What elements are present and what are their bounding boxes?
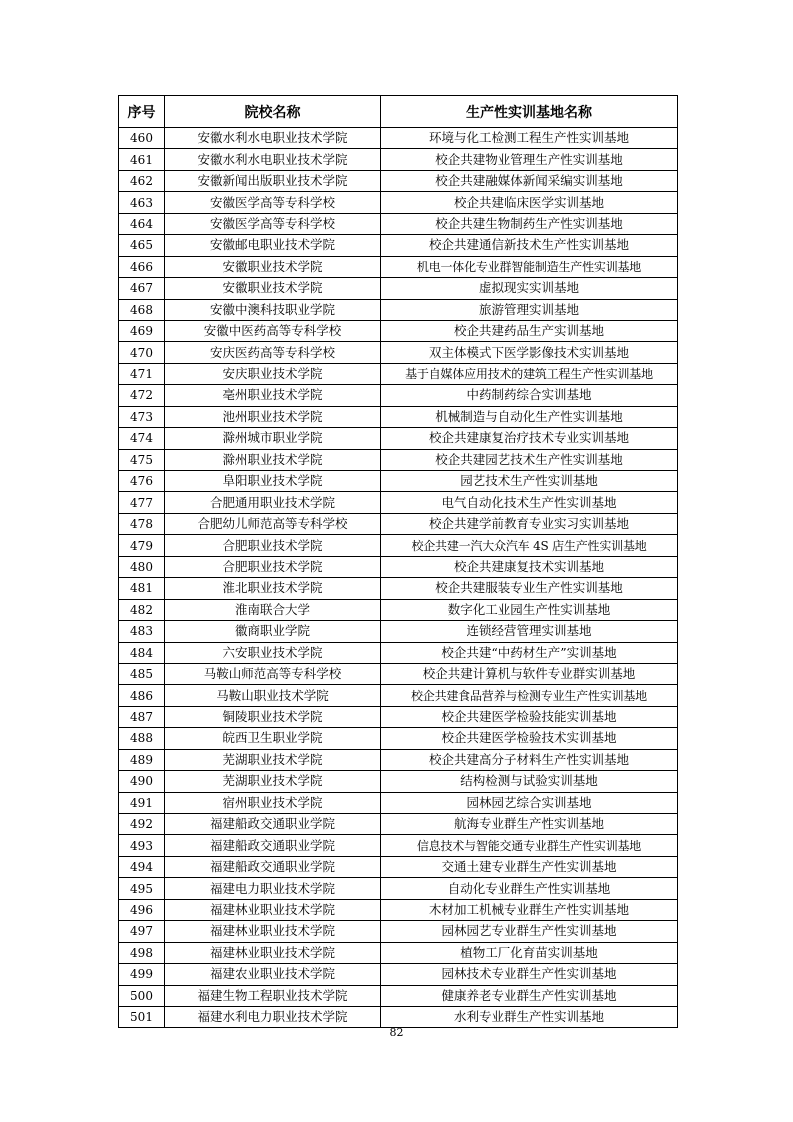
- cell-college-name: 徽商职业学院: [165, 621, 381, 642]
- cell-training-base-name: 校企共建通信新技术生产性实训基地: [381, 235, 678, 256]
- cell-training-base-name: 机电一体化专业群智能制造生产性实训基地: [381, 256, 678, 277]
- table-row: [119, 814, 678, 835]
- cell-training-base-name: 校企共建园艺技术生产性实训基地: [381, 449, 678, 470]
- cell-training-base-name: 校企共建服装专业生产性实训基地: [381, 578, 678, 599]
- header-training-base-name: 生产性实训基地名称: [381, 96, 678, 128]
- cell-serial-number: 474: [119, 428, 165, 449]
- cell-serial-number: 491: [119, 792, 165, 813]
- cell-serial-number: 497: [119, 921, 165, 942]
- table-row: [119, 320, 678, 341]
- table-row: [119, 406, 678, 427]
- cell-serial-number: 486: [119, 685, 165, 706]
- table-row: [119, 428, 678, 449]
- cell-college-name: 安徽医学高等专科学校: [165, 192, 381, 213]
- cell-serial-number: 495: [119, 878, 165, 899]
- cell-training-base-name: 校企共建康复治疗技术专业实训基地: [381, 428, 678, 449]
- cell-college-name: 皖西卫生职业学院: [165, 728, 381, 749]
- cell-serial-number: 487: [119, 706, 165, 727]
- cell-college-name: 安徽医学高等专科学校: [165, 213, 381, 234]
- cell-training-base-name: 信息技术与智能交通专业群生产性实训基地: [381, 835, 678, 856]
- header-serial-number: 序号: [119, 96, 165, 128]
- table-row: [119, 599, 678, 620]
- cell-college-name: 安徽职业技术学院: [165, 256, 381, 277]
- cell-college-name: 安徽职业技术学院: [165, 278, 381, 299]
- cell-serial-number: 494: [119, 856, 165, 877]
- cell-serial-number: 499: [119, 964, 165, 985]
- cell-serial-number: 461: [119, 149, 165, 170]
- cell-serial-number: 482: [119, 599, 165, 620]
- table-row: [119, 578, 678, 599]
- table-row: [119, 642, 678, 663]
- table-row: [119, 363, 678, 384]
- cell-training-base-name: 基于自媒体应用技术的建筑工程生产性实训基地: [381, 363, 678, 384]
- cell-college-name: 福建船政交通职业学院: [165, 856, 381, 877]
- table-row: [119, 513, 678, 534]
- cell-serial-number: 465: [119, 235, 165, 256]
- cell-serial-number: 480: [119, 556, 165, 577]
- cell-serial-number: 490: [119, 771, 165, 792]
- cell-college-name: 福建生物工程职业技术学院: [165, 985, 381, 1006]
- cell-training-base-name: 中药制药综合实训基地: [381, 385, 678, 406]
- cell-serial-number: 488: [119, 728, 165, 749]
- table-row: [119, 621, 678, 642]
- cell-serial-number: 477: [119, 492, 165, 513]
- table-body: [119, 128, 678, 1028]
- cell-college-name: 淮南联合大学: [165, 599, 381, 620]
- cell-college-name: 合肥职业技术学院: [165, 535, 381, 556]
- cell-serial-number: 479: [119, 535, 165, 556]
- table-row: [119, 706, 678, 727]
- table-row: [119, 535, 678, 556]
- table-row: [119, 942, 678, 963]
- table-row: [119, 299, 678, 320]
- cell-serial-number: 484: [119, 642, 165, 663]
- table-row: [119, 471, 678, 492]
- table-row: [119, 1006, 678, 1027]
- cell-serial-number: 481: [119, 578, 165, 599]
- cell-training-base-name: 电气自动化技术生产性实训基地: [381, 492, 678, 513]
- cell-training-base-name: 交通土建专业群生产性实训基地: [381, 856, 678, 877]
- table-row: [119, 964, 678, 985]
- cell-serial-number: 501: [119, 1006, 165, 1027]
- cell-training-base-name: 校企共建康复技术实训基地: [381, 556, 678, 577]
- cell-serial-number: 463: [119, 192, 165, 213]
- cell-serial-number: 496: [119, 899, 165, 920]
- table-row: [119, 192, 678, 213]
- cell-training-base-name: 旅游管理实训基地: [381, 299, 678, 320]
- table-row: [119, 128, 678, 149]
- table-header-row: [119, 96, 678, 128]
- cell-college-name: 宿州职业技术学院: [165, 792, 381, 813]
- cell-college-name: 福建林业职业技术学院: [165, 899, 381, 920]
- cell-college-name: 安徽邮电职业技术学院: [165, 235, 381, 256]
- table-row: [119, 921, 678, 942]
- cell-training-base-name: 航海专业群生产性实训基地: [381, 814, 678, 835]
- cell-training-base-name: 校企共建医学检验技能实训基地: [381, 706, 678, 727]
- cell-serial-number: 472: [119, 385, 165, 406]
- cell-serial-number: 478: [119, 513, 165, 534]
- cell-training-base-name: 校企共建学前教育专业实习实训基地: [381, 513, 678, 534]
- cell-serial-number: 468: [119, 299, 165, 320]
- table-row: [119, 985, 678, 1006]
- cell-serial-number: 469: [119, 320, 165, 341]
- cell-serial-number: 473: [119, 406, 165, 427]
- cell-training-base-name: 园林园艺专业群生产性实训基地: [381, 921, 678, 942]
- cell-training-base-name: 校企共建食品营养与检测专业生产性实训基地: [381, 685, 678, 706]
- cell-college-name: 福建船政交通职业学院: [165, 835, 381, 856]
- cell-college-name: 福建船政交通职业学院: [165, 814, 381, 835]
- cell-serial-number: 492: [119, 814, 165, 835]
- table-row: [119, 856, 678, 877]
- cell-college-name: 芜湖职业技术学院: [165, 749, 381, 770]
- cell-college-name: 安徽中医药高等专科学校: [165, 320, 381, 341]
- cell-training-base-name: 水利专业群生产性实训基地: [381, 1006, 678, 1027]
- cell-training-base-name: 自动化专业群生产性实训基地: [381, 878, 678, 899]
- cell-college-name: 芜湖职业技术学院: [165, 771, 381, 792]
- cell-college-name: 福建电力职业技术学院: [165, 878, 381, 899]
- table-row: [119, 256, 678, 277]
- cell-serial-number: 464: [119, 213, 165, 234]
- table-row: [119, 749, 678, 770]
- table-row: [119, 170, 678, 191]
- table-row: [119, 213, 678, 234]
- cell-college-name: 福建水利电力职业技术学院: [165, 1006, 381, 1027]
- cell-college-name: 阜阳职业技术学院: [165, 471, 381, 492]
- cell-serial-number: 462: [119, 170, 165, 191]
- table-row: [119, 149, 678, 170]
- cell-college-name: 合肥幼儿师范高等专科学校: [165, 513, 381, 534]
- cell-training-base-name: 双主体模式下医学影像技术实训基地: [381, 342, 678, 363]
- table-row: [119, 278, 678, 299]
- cell-college-name: 铜陵职业技术学院: [165, 706, 381, 727]
- cell-training-base-name: 健康养老专业群生产性实训基地: [381, 985, 678, 1006]
- cell-college-name: 亳州职业技术学院: [165, 385, 381, 406]
- table-row: [119, 685, 678, 706]
- table-row: [119, 342, 678, 363]
- cell-training-base-name: 校企共建生物制药生产性实训基地: [381, 213, 678, 234]
- cell-training-base-name: 校企共建计算机与软件专业群实训基地: [381, 663, 678, 684]
- cell-training-base-name: 校企共建融媒体新闻采编实训基地: [381, 170, 678, 191]
- cell-training-base-name: 木材加工机械专业群生产性实训基地: [381, 899, 678, 920]
- cell-college-name: 安庆医药高等专科学校: [165, 342, 381, 363]
- cell-serial-number: 498: [119, 942, 165, 963]
- cell-college-name: 福建林业职业技术学院: [165, 921, 381, 942]
- cell-serial-number: 483: [119, 621, 165, 642]
- cell-college-name: 淮北职业技术学院: [165, 578, 381, 599]
- cell-training-base-name: 数字化工业园生产性实训基地: [381, 599, 678, 620]
- cell-college-name: 安徽新闻出版职业技术学院: [165, 170, 381, 191]
- cell-training-base-name: 校企共建高分子材料生产性实训基地: [381, 749, 678, 770]
- cell-serial-number: 466: [119, 256, 165, 277]
- table-row: [119, 492, 678, 513]
- cell-serial-number: 485: [119, 663, 165, 684]
- table-row: [119, 771, 678, 792]
- cell-training-base-name: 校企共建药品生产实训基地: [381, 320, 678, 341]
- cell-training-base-name: 园林园艺综合实训基地: [381, 792, 678, 813]
- cell-serial-number: 460: [119, 128, 165, 149]
- cell-training-base-name: 校企共建物业管理生产性实训基地: [381, 149, 678, 170]
- cell-training-base-name: 园林技术专业群生产性实训基地: [381, 964, 678, 985]
- cell-training-base-name: 园艺技术生产性实训基地: [381, 471, 678, 492]
- table-row: [119, 385, 678, 406]
- cell-training-base-name: 校企共建“中药材生产”实训基地: [381, 642, 678, 663]
- cell-serial-number: 475: [119, 449, 165, 470]
- table-row: [119, 835, 678, 856]
- cell-training-base-name: 虚拟现实实训基地: [381, 278, 678, 299]
- table-row: [119, 663, 678, 684]
- cell-college-name: 安徽水利水电职业技术学院: [165, 128, 381, 149]
- cell-college-name: 滁州城市职业学院: [165, 428, 381, 449]
- cell-college-name: 六安职业技术学院: [165, 642, 381, 663]
- page-number: 82: [389, 1026, 404, 1039]
- cell-training-base-name: 校企共建一汽大众汽车 4S 店生产性实训基地: [381, 535, 678, 556]
- cell-college-name: 合肥职业技术学院: [165, 556, 381, 577]
- document-page: [118, 95, 677, 1028]
- cell-training-base-name: 结构检测与试验实训基地: [381, 771, 678, 792]
- cell-serial-number: 471: [119, 363, 165, 384]
- cell-training-base-name: 机械制造与自动化生产性实训基地: [381, 406, 678, 427]
- table-row: [119, 899, 678, 920]
- cell-college-name: 池州职业技术学院: [165, 406, 381, 427]
- table-row: [119, 449, 678, 470]
- cell-college-name: 马鞍山师范高等专科学校: [165, 663, 381, 684]
- cell-college-name: 马鞍山职业技术学院: [165, 685, 381, 706]
- cell-college-name: 安徽水利水电职业技术学院: [165, 149, 381, 170]
- table-row: [119, 556, 678, 577]
- cell-serial-number: 489: [119, 749, 165, 770]
- cell-college-name: 安徽中澳科技职业学院: [165, 299, 381, 320]
- cell-serial-number: 476: [119, 471, 165, 492]
- cell-college-name: 福建林业职业技术学院: [165, 942, 381, 963]
- cell-training-base-name: 校企共建临床医学实训基地: [381, 192, 678, 213]
- header-college-name: 院校名称: [165, 96, 381, 128]
- table-row: [119, 728, 678, 749]
- cell-college-name: 合肥通用职业技术学院: [165, 492, 381, 513]
- cell-training-base-name: 环境与化工检测工程生产性实训基地: [381, 128, 678, 149]
- cell-training-base-name: 植物工厂化育苗实训基地: [381, 942, 678, 963]
- cell-serial-number: 467: [119, 278, 165, 299]
- cell-college-name: 滁州职业技术学院: [165, 449, 381, 470]
- cell-college-name: 福建农业职业技术学院: [165, 964, 381, 985]
- cell-training-base-name: 校企共建医学检验技术实训基地: [381, 728, 678, 749]
- cell-serial-number: 470: [119, 342, 165, 363]
- table-row: [119, 792, 678, 813]
- table-row: [119, 235, 678, 256]
- cell-training-base-name: 连锁经营管理实训基地: [381, 621, 678, 642]
- cell-college-name: 安庆职业技术学院: [165, 363, 381, 384]
- training-base-table: [118, 95, 678, 1028]
- cell-serial-number: 493: [119, 835, 165, 856]
- table-row: [119, 878, 678, 899]
- cell-serial-number: 500: [119, 985, 165, 1006]
